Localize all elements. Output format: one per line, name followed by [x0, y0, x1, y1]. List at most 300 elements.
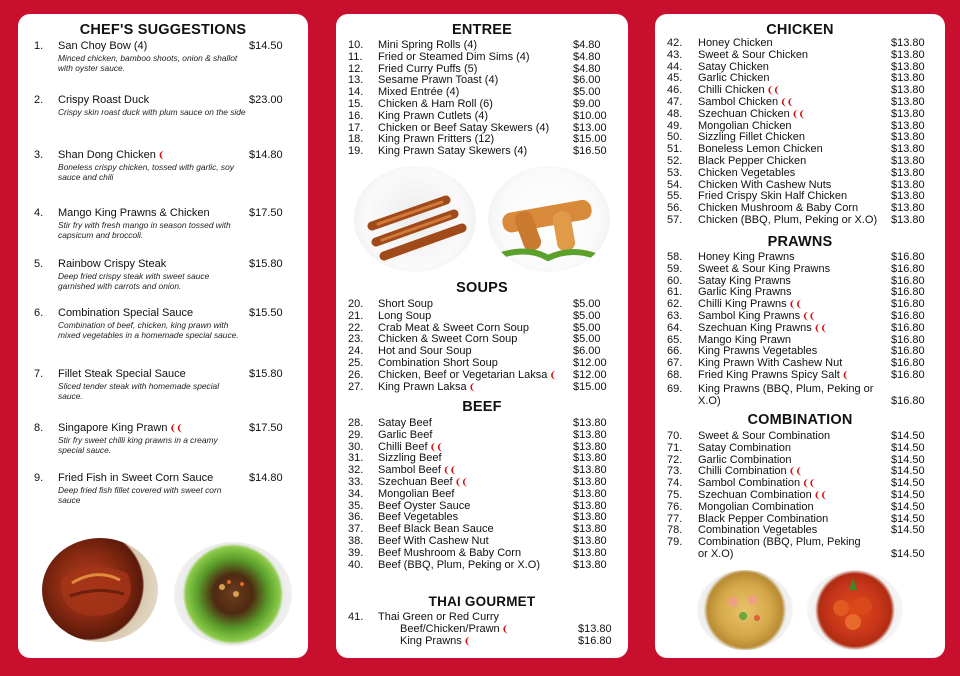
item-name: Satay Beef	[378, 417, 432, 429]
chili-icon: ❨❨	[780, 97, 794, 107]
item-number: 21.	[348, 309, 364, 322]
section-title-thai-gourmet: THAI GOURMET	[428, 594, 536, 609]
chili-icon: ❨	[549, 369, 556, 380]
item-name: Mango King Prawn	[698, 333, 791, 346]
item-number: 73.	[667, 465, 683, 478]
item-name: Fried or Steamed Dim Sims (4)	[378, 50, 530, 63]
item-number: 19.	[348, 145, 364, 158]
item-price: $13.80	[573, 523, 607, 536]
item-price: $15.80	[249, 258, 283, 270]
item-name: Garlic King Prawns	[698, 286, 792, 299]
item-name: King Prawns	[400, 635, 462, 647]
spring-rolls-photo	[488, 166, 610, 272]
item-number: 37.	[348, 523, 364, 536]
menu-item	[18, 368, 308, 408]
section-title-beef: BEEF	[462, 399, 502, 415]
item-name: Sambol Combination	[698, 477, 801, 490]
roast-duck-photo	[42, 538, 158, 642]
item-price: $13.80	[891, 214, 925, 226]
chili-icon: ❨❨	[429, 441, 443, 452]
item-number: 69.	[667, 383, 683, 395]
item-name-continued: X.O)	[698, 395, 721, 407]
item-price: $13.80	[573, 535, 607, 547]
item-name: King Prawn Laksa	[378, 380, 467, 393]
item-number: 66.	[667, 345, 683, 358]
item-price: $13.80	[573, 476, 607, 488]
item-number: 39.	[348, 546, 364, 559]
item-number: 3.	[34, 149, 44, 161]
item-name: Chilli King Prawns	[698, 298, 787, 311]
item-name: Szechuan Beef	[378, 476, 453, 488]
item-name: Sweet & Sour King Prawns	[698, 262, 831, 275]
chili-icon: ❨❨	[788, 299, 802, 310]
item-number: 53.	[667, 166, 683, 179]
item-number: 7.	[34, 368, 44, 380]
item-name: Sizzling Beef	[378, 452, 442, 465]
item-price: $13.80	[573, 464, 607, 477]
item-number: 9.	[34, 472, 44, 484]
item-name: Szechuan Combination	[698, 489, 812, 501]
item-number: 60.	[667, 274, 683, 287]
menu-panel-entree-soups-beef	[336, 14, 628, 658]
item-name: Chicken (BBQ, Plum, Peking or X.O)	[698, 214, 878, 226]
item-name: King Prawn With Cashew Nut	[698, 357, 843, 370]
item-description: Stir fry sweet chilli king prawns in a creamy special sauce.	[58, 435, 218, 455]
item-price: $6.00	[573, 74, 601, 87]
item-number: 4.	[34, 207, 44, 219]
item-name: Sambol Chicken	[698, 96, 779, 108]
item-name: Garlic Beef	[378, 428, 433, 441]
item-price: $13.80	[891, 202, 925, 215]
item-price: $13.80	[891, 60, 925, 73]
chili-icon: ❨	[841, 370, 849, 380]
item-name: Garlic Chicken	[698, 72, 770, 85]
item-number: 33.	[348, 476, 364, 488]
item-price: $13.80	[573, 417, 607, 429]
item-number: 63.	[667, 310, 683, 322]
item-number: 20.	[348, 298, 364, 310]
item-number: 41.	[348, 611, 364, 623]
item-number: 28.	[348, 417, 364, 429]
chili-icon: ❨❨	[442, 465, 457, 476]
item-description: Sliced tender steak with homemade special sauce.	[58, 381, 220, 401]
item-number: 22.	[348, 321, 364, 334]
item-number: 59.	[667, 262, 683, 275]
item-price: $13.80	[891, 84, 925, 97]
item-price: $14.80	[249, 472, 283, 484]
item-number: 27.	[348, 380, 364, 393]
item-number: 30.	[348, 440, 364, 453]
item-price: $14.50	[891, 453, 925, 466]
item-name: Combination Vegetables	[698, 524, 818, 537]
item-number: 17.	[348, 121, 364, 134]
menu-item	[667, 370, 937, 382]
item-price: $16.80	[891, 357, 925, 370]
item-name: Combination Special Sauce	[58, 307, 194, 319]
item-price: $14.50	[249, 40, 283, 52]
item-name: Honey King Prawns	[698, 251, 795, 263]
item-price: $17.50	[249, 207, 283, 219]
item-number: 43.	[667, 48, 683, 61]
item-name: Satay Combination	[698, 441, 791, 454]
item-price: $14.50	[891, 489, 925, 501]
item-number: 77.	[667, 512, 683, 525]
item-price: $12.00	[573, 357, 607, 369]
section-title-chefs-suggestions: CHEF'S SUGGESTIONS	[79, 22, 247, 38]
item-number: 1.	[34, 40, 44, 52]
item-number: 49.	[667, 119, 683, 132]
item-description: Minced chicken, bamboo shoots, onion & shallot with oyster sauce.	[58, 53, 238, 73]
item-name: Fried King Prawns Spicy Salt	[698, 369, 840, 381]
section-title-soups: SOUPS	[456, 280, 508, 296]
item-number: 68.	[667, 369, 683, 381]
chili-icon: ❨❨	[788, 466, 802, 477]
menu-item	[18, 207, 308, 247]
item-name: Mongolian Beef	[378, 487, 455, 500]
item-price: $13.80	[891, 178, 925, 191]
item-name: Boneless Lemon Chicken	[698, 143, 823, 156]
item-price: $13.80	[891, 131, 925, 144]
item-price: $15.50	[249, 307, 283, 319]
item-price: $5.00	[573, 333, 601, 346]
item-name: Singapore King Prawn	[58, 422, 168, 434]
item-price: $16.80	[891, 321, 925, 334]
item-price: $13.80	[573, 428, 607, 441]
item-number: 70.	[667, 430, 683, 442]
item-name: Long Soup	[378, 309, 432, 322]
item-name: Sweet & Sour Combination	[698, 430, 831, 442]
item-name: Sambol Beef	[378, 464, 441, 477]
item-price: $16.50	[573, 145, 607, 158]
item-description: Deep fried crispy steak with sweet sauce garnished with carrots and onion.	[58, 271, 210, 291]
menu-panel-chefs-suggestions	[18, 14, 308, 658]
item-price: $13.80	[573, 546, 607, 559]
item-price: $14.50	[891, 512, 925, 525]
chili-icon: ❨	[157, 150, 165, 160]
item-name: Chicken & Sweet Corn Soup	[378, 333, 518, 346]
item-name: Satay Chicken	[698, 60, 769, 73]
item-name: Mongolian Combination	[698, 500, 814, 513]
item-name: Crispy Roast Duck	[58, 94, 150, 106]
section-title-chicken: CHICKEN	[766, 22, 834, 38]
item-name: King Prawn Fritters (12)	[378, 133, 495, 146]
item-number: 74.	[667, 477, 683, 490]
item-price: $5.00	[573, 298, 601, 310]
item-number: 62.	[667, 298, 683, 311]
item-name: Chicken & Ham Roll (6)	[378, 98, 493, 110]
item-name: Fried Crispy Skin Half Chicken	[698, 190, 848, 203]
item-name: Satay King Prawns	[698, 274, 791, 287]
item-name: Beef Vegetables	[378, 511, 459, 524]
item-name: Fried Curry Puffs (5)	[378, 62, 478, 75]
item-price: $13.80	[573, 440, 607, 453]
item-price: $16.80	[891, 274, 925, 287]
item-price: $5.00	[573, 86, 601, 99]
item-name: Chicken, Beef or Vegetarian Laksa	[378, 368, 548, 381]
menu-item	[18, 258, 308, 298]
item-price: $13.80	[573, 452, 607, 465]
item-price: $13.00	[573, 121, 607, 134]
item-number: 26.	[348, 368, 364, 381]
item-name: Combination Short Soup	[378, 357, 498, 369]
item-price: $14.50	[891, 524, 925, 537]
chili-icon: ❨❨	[454, 477, 468, 487]
item-price: $13.80	[891, 166, 925, 179]
chili-icon: ❨	[501, 624, 509, 634]
item-number: 10.	[348, 39, 364, 51]
item-name: Short Soup	[378, 298, 434, 310]
item-price: $15.00	[573, 380, 607, 393]
menu-item	[18, 94, 308, 134]
item-name: Black Pepper Combination	[698, 512, 829, 525]
item-number: 6.	[34, 307, 44, 319]
san-choy-bow-photo	[174, 542, 292, 646]
section-title-combination: COMBINATION	[747, 412, 853, 428]
item-number: 13.	[348, 74, 364, 87]
item-name: San Choy Bow (4)	[58, 40, 148, 52]
item-number: 23.	[348, 333, 364, 346]
item-price: $9.00	[573, 98, 601, 110]
item-price: $13.80	[578, 623, 612, 635]
item-price: $16.80	[891, 395, 925, 407]
item-number: 38.	[348, 535, 364, 547]
item-name: Sambol King Prawns	[698, 310, 801, 322]
item-name: Beef Mushroom & Baby Corn	[378, 546, 522, 559]
item-name: Mixed Entrée (4)	[378, 86, 460, 99]
menu-item	[18, 472, 308, 512]
item-number: 46.	[667, 84, 683, 97]
menu-item	[348, 382, 618, 394]
chili-icon: ❨❨	[791, 108, 805, 119]
item-price: $23.00	[249, 94, 283, 106]
item-number: 12.	[348, 62, 364, 75]
chili-icon: ❨❨	[169, 423, 183, 433]
item-number: 18.	[348, 133, 364, 146]
item-number: 44.	[667, 60, 683, 73]
item-number: 52.	[667, 155, 683, 167]
item-description: Stir fry with fresh mango in season tossed with capsicum and broccoli.	[58, 220, 231, 240]
item-price: $15.00	[573, 133, 607, 146]
item-price: $13.80	[891, 96, 925, 108]
item-name: Hot and Sour Soup	[378, 345, 472, 358]
item-name: Beef (BBQ, Plum, Peking or X.O)	[378, 558, 541, 571]
chili-icon: ❨	[463, 636, 471, 646]
item-name: King Prawns Vegetables	[698, 345, 818, 358]
item-number: 55.	[667, 190, 683, 203]
item-price: $16.80	[891, 286, 925, 299]
item-number: 40.	[348, 558, 364, 571]
item-number: 47.	[667, 96, 683, 108]
menu-item	[18, 422, 308, 462]
item-price: $14.50	[891, 500, 925, 513]
item-price: $16.80	[891, 262, 925, 275]
item-name: Chicken or Beef Satay Skewers (4)	[378, 121, 550, 134]
item-name: Beef Black Bean Sauce	[378, 523, 494, 536]
item-name: King Prawns (BBQ, Plum, Peking or	[698, 383, 874, 395]
item-number: 16.	[348, 109, 364, 122]
item-name: Beef/Chicken/Prawn	[400, 623, 500, 635]
item-number: 61.	[667, 286, 683, 299]
item-price: $13.80	[891, 37, 925, 49]
chili-icon: ❨❨	[802, 478, 816, 489]
fried-rice-photo	[697, 570, 793, 650]
item-number: 32.	[348, 464, 364, 477]
item-price: $13.80	[573, 558, 607, 571]
item-name: Crab Meat & Sweet Corn Soup	[378, 321, 530, 334]
item-number: 51.	[667, 143, 683, 156]
section-title-prawns: PRAWNS	[767, 234, 833, 250]
item-number: 14.	[348, 86, 364, 99]
item-price: $13.80	[891, 143, 925, 156]
item-name: Beef With Cashew Nut	[378, 535, 489, 547]
item-price: $14.50	[891, 548, 925, 560]
item-number: 50.	[667, 131, 683, 144]
item-price: $14.50	[891, 430, 925, 442]
satay-skewers-photo	[354, 166, 476, 272]
item-price: $13.80	[891, 72, 925, 85]
item-name: Combination (BBQ, Plum, Peking	[698, 536, 861, 548]
chili-icon: ❨❨	[813, 490, 827, 500]
item-price: $13.80	[891, 190, 925, 203]
item-price: $16.80	[891, 298, 925, 311]
menu-item	[18, 40, 308, 80]
item-description: Combination of beef, chicken, king prawn with mixed vegetables in a homemade special sauce.	[58, 320, 239, 340]
menu-item	[348, 146, 618, 158]
item-name: Chicken With Cashew Nuts	[698, 178, 832, 191]
item-name: Sesame Prawn Toast (4)	[378, 74, 499, 87]
item-number: 25.	[348, 357, 364, 369]
item-name: Shan Dong Chicken	[58, 149, 156, 161]
item-price: $5.00	[573, 309, 601, 322]
item-price: $4.80	[573, 50, 601, 63]
item-name: Beef Oyster Sauce	[378, 499, 471, 512]
item-name: Szechuan Chicken	[698, 107, 790, 120]
menu-item	[18, 149, 308, 189]
item-number: 15.	[348, 98, 364, 110]
item-name: Mongolian Chicken	[698, 119, 792, 132]
item-name: King Prawn Satay Skewers (4)	[378, 145, 528, 158]
item-name-continued: or X.O)	[698, 548, 734, 560]
item-name: Mini Spring Rolls (4)	[378, 39, 478, 51]
item-name: Chilli Combination	[698, 465, 787, 478]
item-name: Chicken Mushroom & Baby Corn	[698, 202, 859, 215]
section-title-entree: ENTREE	[451, 22, 512, 38]
chili-icon: ❨❨	[813, 322, 827, 333]
item-name: Chicken Vegetables	[698, 166, 796, 179]
item-price: $14.80	[249, 149, 283, 161]
item-price: $5.00	[573, 321, 601, 334]
item-number: 64.	[667, 321, 683, 334]
item-price: $13.80	[891, 119, 925, 132]
item-name: Fillet Steak Special Sauce	[58, 368, 186, 380]
item-price: $15.80	[249, 368, 283, 380]
item-price: $14.50	[891, 477, 925, 490]
item-name: Chilli Chicken	[698, 84, 765, 97]
item-number: 65.	[667, 333, 683, 346]
item-number: 42.	[667, 37, 683, 49]
item-number: 79.	[667, 536, 683, 548]
item-price: $16.80	[891, 310, 925, 322]
item-name: Sweet & Sour Chicken	[698, 48, 809, 61]
item-price: $13.80	[891, 107, 925, 120]
item-number: 36.	[348, 511, 364, 524]
item-number: 56.	[667, 202, 683, 215]
item-name: Rainbow Crispy Steak	[58, 258, 167, 270]
item-price: $13.80	[891, 155, 925, 167]
chili-icon: ❨❨	[766, 85, 780, 96]
item-price: $16.80	[891, 369, 925, 381]
item-number: 5.	[34, 258, 44, 270]
item-price: $13.80	[891, 48, 925, 61]
item-description: Boneless crispy chicken, tossed with garlic, soy sauce and chili	[58, 162, 234, 182]
item-price: $4.80	[573, 39, 601, 51]
item-number: 78.	[667, 524, 683, 537]
item-name: Fried Fish in Sweet Corn Sauce	[58, 472, 214, 484]
item-number: 24.	[348, 345, 364, 358]
item-price: $16.80	[578, 635, 612, 647]
item-price: $16.80	[891, 345, 925, 358]
item-number: 8.	[34, 422, 44, 434]
item-number: 57.	[667, 214, 683, 226]
item-price: $13.80	[573, 487, 607, 500]
item-name: Garlic Combination	[698, 453, 792, 466]
item-number: 45.	[667, 72, 683, 85]
item-number: 58.	[667, 251, 683, 263]
item-price: $6.00	[573, 345, 601, 358]
item-price: $16.80	[891, 333, 925, 346]
item-number: 2.	[34, 94, 44, 106]
item-description: Deep fried fish fillet covered with sweet corn sauce	[58, 485, 222, 505]
item-name: King Prawn Cutlets (4)	[378, 109, 489, 122]
item-number: 72.	[667, 453, 683, 466]
item-number: 34.	[348, 487, 364, 500]
chili-icon: ❨❨	[802, 311, 816, 321]
item-number: 75.	[667, 489, 683, 501]
menu-item	[667, 215, 937, 227]
item-price: $4.80	[573, 62, 601, 75]
item-name: Honey Chicken	[698, 37, 773, 49]
item-price: $13.80	[573, 499, 607, 512]
menu-item	[348, 560, 618, 572]
item-number: 29.	[348, 428, 364, 441]
item-price: $14.50	[891, 441, 925, 454]
item-name: Mango King Prawns & Chicken	[58, 207, 210, 219]
item-number: 35.	[348, 499, 364, 512]
item-number: 76.	[667, 500, 683, 513]
item-number: 67.	[667, 357, 683, 370]
item-number: 31.	[348, 452, 364, 465]
item-number: 11.	[348, 50, 363, 63]
item-price: $13.80	[573, 511, 607, 524]
item-price: $16.80	[891, 251, 925, 263]
item-number: 54.	[667, 178, 683, 191]
item-price: $17.50	[249, 422, 283, 434]
menu-panel-chicken-prawns-combination	[655, 14, 945, 658]
item-name: Black Pepper Chicken	[698, 155, 807, 167]
item-name: Thai Green or Red Curry	[378, 611, 500, 623]
item-price: $10.00	[573, 109, 607, 122]
menu-item	[18, 307, 308, 347]
item-price: $12.00	[573, 368, 607, 381]
item-number: 48.	[667, 107, 683, 120]
item-price: $14.50	[891, 465, 925, 478]
item-number: 71.	[667, 441, 683, 454]
item-name: Szechuan King Prawns	[698, 321, 812, 334]
sweet-sour-photo	[807, 570, 903, 650]
item-name: Sizzling Fillet Chicken	[698, 131, 805, 144]
item-description: Crispy skin roast duck with plum sauce on the side	[58, 107, 246, 117]
chili-icon: ❨	[468, 381, 476, 392]
